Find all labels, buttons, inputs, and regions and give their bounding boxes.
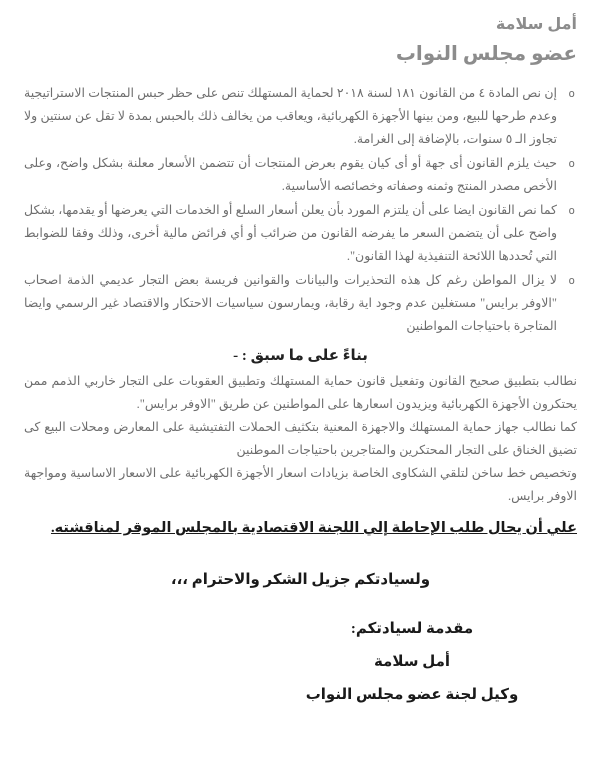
basis-heading: بناءً على ما سبق : - bbox=[233, 348, 368, 364]
signature-name: أمل سلامة bbox=[373, 654, 451, 670]
demand-paragraph: وتخصيص خط ساخن لتلقي الشكاوى الخاصة بزيادات اسعار الأجهزة الكهربائية على الاسعار الاساسية ومواجهة الاوفر برايس. bbox=[24, 466, 577, 503]
letterhead bbox=[24, 12, 577, 70]
circle-bullet-icon: o bbox=[568, 204, 575, 217]
bullet-text: حيث يلزم القانون أى جهة أو أى كيان يقوم بعرض المنتجات أن تتضمن الأسعار معلنة بشكل واضح، وعلى الأخص مصدر المنتج وثمنه وصفاته وخصائصه الأساسية. bbox=[24, 156, 557, 193]
circle-bullet-icon: o bbox=[568, 87, 575, 100]
signature-block bbox=[247, 613, 577, 712]
list-item bbox=[24, 152, 575, 198]
legal-points-list bbox=[24, 82, 577, 338]
bullet-text: إن نص المادة ٤ من القانون ١٨١ لسنة ٢٠١٨ لحماية المستهلك تنص على حظر حبس المنتجات الاستراتيجية وعدم طرحها للبيع، ومن بينها الأجهزة الكهربائية، ويعاقب من يخالف ذلك بالحبس بمدة لا تقل عن سنتين ولا تجاوز الـ ٥ سنوات، بالإضافة إلى الغرامة. bbox=[24, 86, 557, 146]
referral-statement: علي أن يحال طلب الإحاطة إلي اللجنة الاقتصادية بالمجلس الموقر لمناقشته. bbox=[50, 520, 577, 536]
demand-paragraph: كما نطالب جهاز حماية المستهلك والاجهزة المعنية بتكثيف الحملات التفتيشية على المعارض ومحلات البيع كى تضيق الخناق على التجار المحتكرين والمتاجرين باحتياجات الموطنين bbox=[24, 420, 577, 457]
list-item bbox=[24, 269, 575, 338]
bullet-text: لا يزال المواطن رغم كل هذه التحذيرات والبيانات والقوانين فريسة بعض التجار عديمي الذمة اصحاب "الاوفر برايس" مستغلين عدم وجود اية رقابة، ويمارسون سياسيات الاحتكار والاقتصاد غير الرسمي وايضا المتاجرة باحتياجات المواطنين bbox=[24, 273, 557, 333]
circle-bullet-icon: o bbox=[568, 157, 575, 170]
bullet-text: كما نص القانون ايضا على أن يلتزم المورد بأن يعلن أسعار السلع أو الخدمات التي يعرضها أو يقدمها، بشكل واضح على أن يتضمن السعر ما يفرضه القانون من ضرائب أو أي فرائض مالية أخرى، وذلك وفقا للضوابط التي تُحددها اللائحة التنفيذية لهذا القانون". bbox=[24, 203, 557, 263]
list-item bbox=[24, 82, 575, 151]
letterhead-member-title: عضو مجلس النواب bbox=[395, 43, 577, 65]
demand-paragraph: نطالب بتطبيق صحيح القانون وتفعيل قانون حماية المستهلك وتطبيق العقوبات على التجار خاربي الذمم ممن يحتكرون الأجهزة الكهربائية ويزيدون اسعارها على المواطنين عن طريق "الاوفر برايس". bbox=[24, 374, 577, 411]
salutation-line: ولسيادتكم جزيل الشكر والاحترام ،،، bbox=[170, 572, 431, 588]
signature-title: وكيل لجنة عضو مجلس النواب bbox=[305, 687, 519, 703]
letterhead-member-name: أمل سلامة bbox=[495, 16, 577, 33]
list-item bbox=[24, 199, 575, 268]
signature-presented-by: مقدمة لسيادتكم: bbox=[350, 621, 474, 637]
circle-bullet-icon: o bbox=[568, 274, 575, 287]
